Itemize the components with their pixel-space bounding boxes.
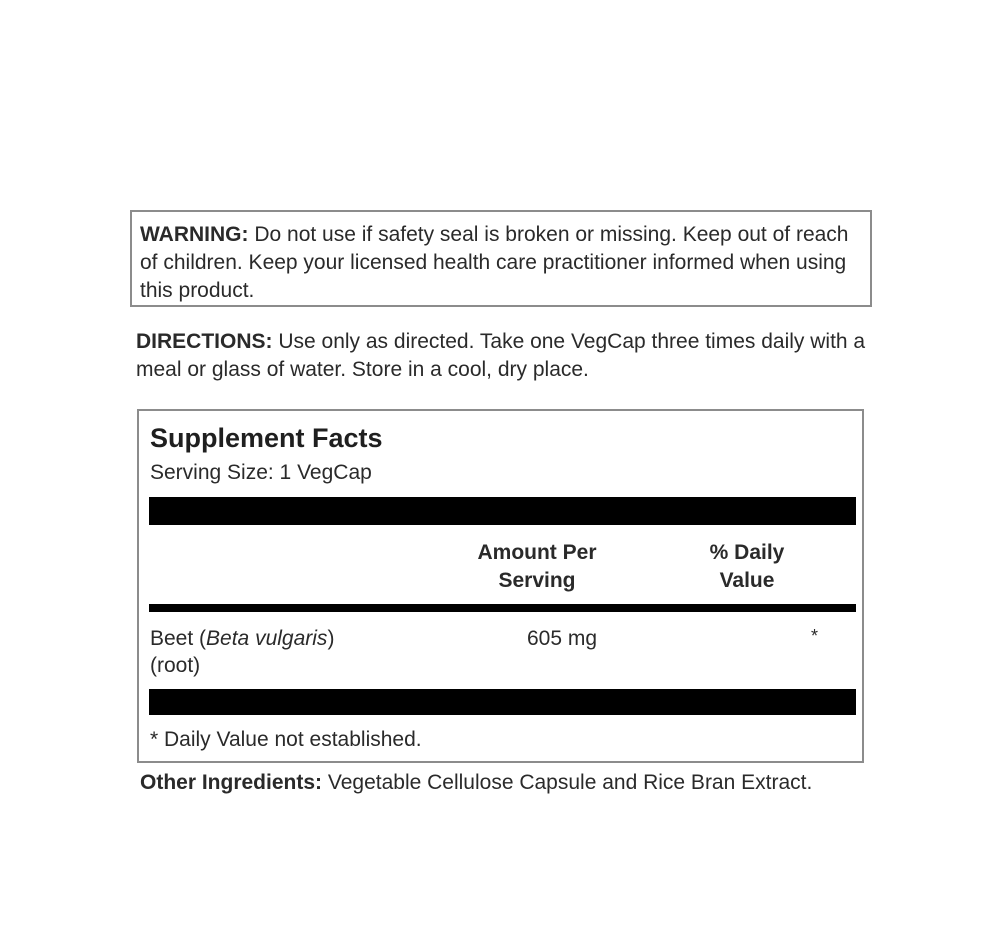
other-ingredients-label: Other Ingredients: <box>140 771 323 794</box>
ingredient-name <box>150 625 390 679</box>
daily-value-header: % Daily Value <box>709 541 785 592</box>
directions-label: DIRECTIONS: <box>136 330 273 353</box>
daily-value-footnote: * Daily Value not established. <box>150 728 422 751</box>
ingredient-daily-value: * <box>811 626 819 646</box>
supplement-facts-panel <box>137 409 864 763</box>
warning-text: Do not use if safety seal is broken or missing. Keep out of reach of children. Keep your licensed health care practitioner informed when using this product. <box>140 223 849 302</box>
warning-box <box>130 210 872 307</box>
ingredient-amount: 605 mg <box>527 627 598 650</box>
supplement-facts-title: Supplement Facts <box>150 423 383 453</box>
other-ingredients-text: Vegetable Cellulose Capsule and Rice Bran Extract. <box>322 771 813 794</box>
warning-label: WARNING: <box>140 223 249 246</box>
other-ingredients-section <box>140 769 860 797</box>
serving-size: Serving Size: 1 VegCap <box>150 461 372 484</box>
thick-divider-top <box>149 497 856 525</box>
ingredient-latin-name: Beta vulgaris <box>206 627 328 650</box>
directions-text: Use only as directed. Take one VegCap three times daily with a meal or glass of water. Store in a cool, dry place. <box>136 330 866 381</box>
directions-section <box>136 328 866 384</box>
thick-divider-bottom <box>149 689 856 715</box>
medium-divider <box>149 604 856 612</box>
ingredient-name-suffix: ) (root) <box>150 627 335 677</box>
amount-per-serving-header: Amount Per Serving <box>477 541 597 592</box>
ingredient-name-prefix: Beet ( <box>150 627 207 650</box>
